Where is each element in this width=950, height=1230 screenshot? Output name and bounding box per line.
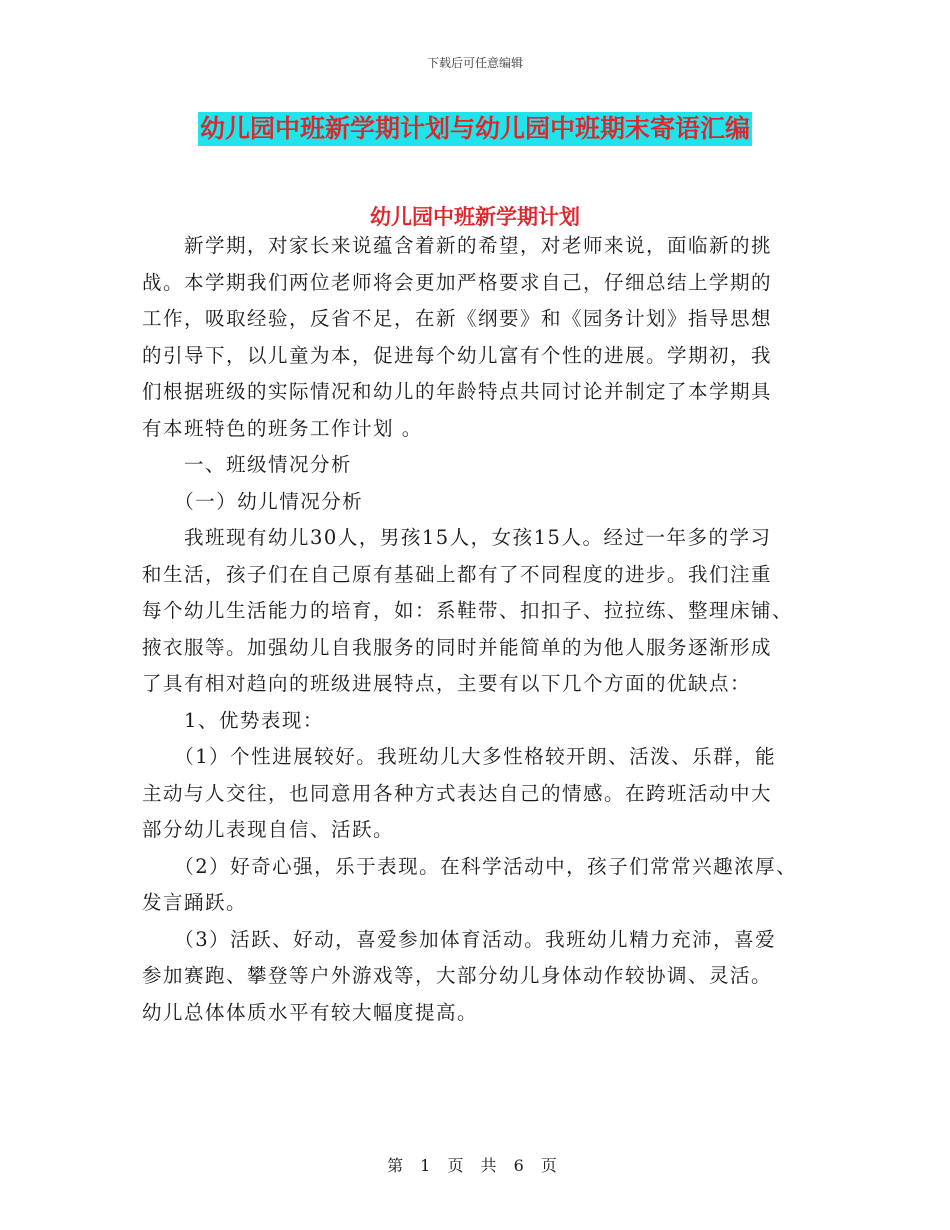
text-line: 的引导下，以儿童为本，促进每个幼儿富有个性的进展。学期初，我: [142, 343, 773, 367]
text-line: 新学期，对家长来说蕴含着新的希望，对老师来说，面临新的挑: [142, 234, 773, 257]
text-line: （一）幼儿情况分析: [142, 489, 364, 513]
text-line: （2）好奇心强，乐于表现。在科学活动中，孩子们常常兴趣浓厚、: [142, 854, 798, 878]
text-line: 和生活，孩子们在自己原有基础上都有了不同程度的进步。我们注重: [142, 562, 773, 586]
body-text: [142, 228, 822, 1031]
page-footer: 第 1 页 共 6 页: [387, 1156, 563, 1175]
text-line: 我班现有幼儿30人，男孩15人，女孩15人。经过一年多的学习: [142, 526, 772, 549]
text-line: （1）个性进展较好。我班幼儿大多性格较开朗、活泼、乐群，能: [142, 745, 777, 768]
text-line: 1、优势表现：: [142, 708, 324, 732]
text-line: （3）活跃、好动，喜爱参加体育活动。我班幼儿精力充沛，喜爱: [142, 927, 777, 951]
text-line: 主动与人交往，也同意用各种方式表达自己的情感。在跨班活动中大: [142, 781, 773, 805]
text-line: 部分幼儿表现自信、活跃。: [142, 818, 395, 841]
text-line: 每个幼儿生活能力的培育，如：系鞋带、扣扣子、拉拉练、整理床铺、: [142, 599, 794, 622]
document-title: 幼儿园中班新学期计划与幼儿园中班期末寄语汇编: [198, 112, 752, 146]
text-line: 一、班级情况分析: [142, 453, 353, 476]
document-title-wrap: [0, 112, 950, 146]
section-title: 幼儿园中班新学期计划: [370, 205, 580, 229]
text-line: 有本班特色的班务工作计划 。: [142, 416, 423, 440]
text-line: 参加赛跑、攀登等户外游戏等，大部分幼儿身体动作较协调、灵活。: [142, 964, 773, 987]
text-line: 发言踊跃。: [142, 891, 248, 914]
text-line: 掖衣服等。加强幼儿自我服务的同时并能简单的为他人服务逐渐形成: [142, 635, 773, 659]
text-line: 幼儿总体体质水平有较大幅度提高。: [142, 1000, 479, 1024]
text-line: 们根据班级的实际情况和幼儿的年龄特点共同讨论并制定了本学期具: [142, 380, 773, 403]
text-line: 了具有相对趋向的班级进展特点，主要有以下几个方面的优缺点：: [142, 672, 752, 695]
text-line: 工作，吸取经验，反省不足，在新《纲要》和《园务计划》指导思想: [142, 307, 773, 330]
text-line: 战。本学期我们两位老师将会更加严格要求自己，仔细总结上学期的: [142, 270, 773, 294]
header-note: 下载后可任意编辑: [426, 56, 523, 70]
